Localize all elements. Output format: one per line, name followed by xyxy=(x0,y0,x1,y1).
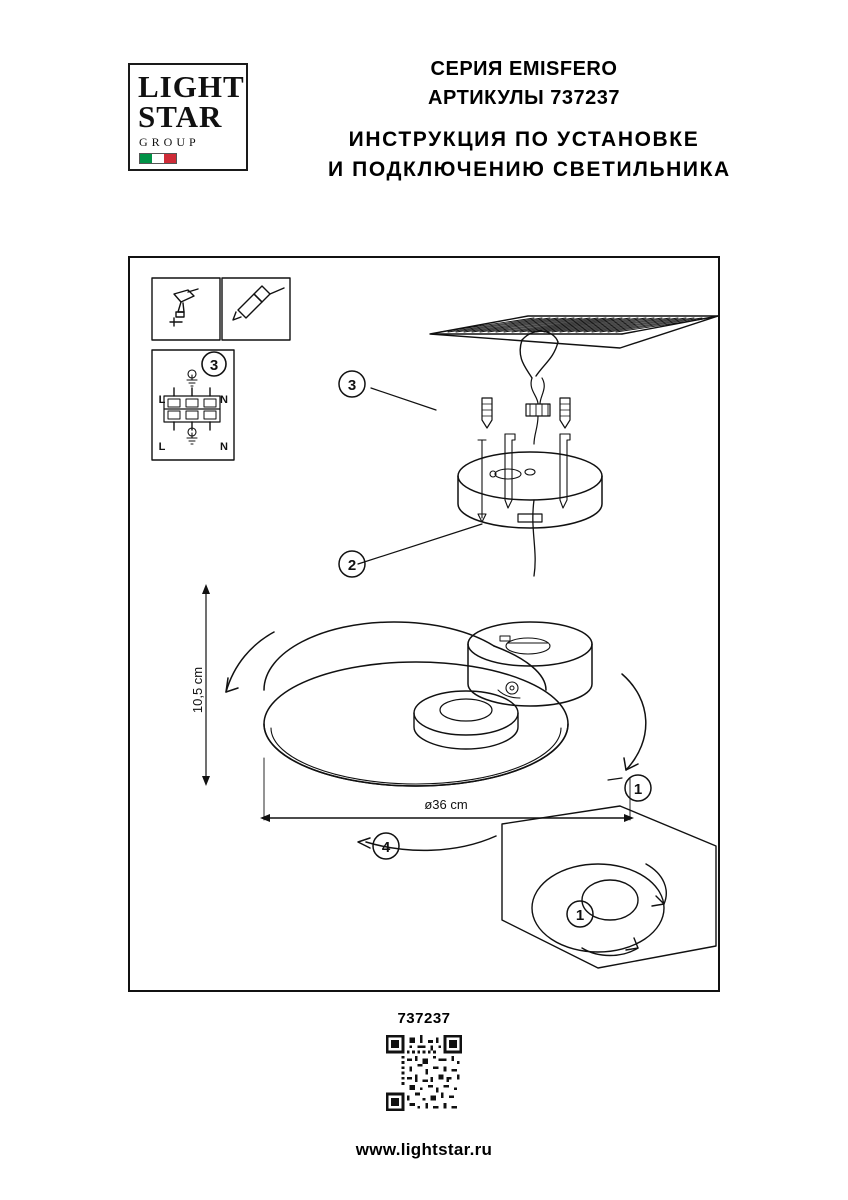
brand-logo xyxy=(128,63,248,171)
svg-text:1: 1 xyxy=(575,907,585,924)
diagram-frame xyxy=(128,256,720,992)
rotate-arrow-left xyxy=(226,632,274,692)
screwdriver-icon xyxy=(233,286,284,320)
svg-text:2: 2 xyxy=(347,557,357,574)
terminal-label-L-bottom: L xyxy=(158,441,166,453)
callout-circle-4 xyxy=(373,833,399,859)
detail-view xyxy=(502,806,716,968)
svg-text:4: 4 xyxy=(381,839,391,856)
drill-icon xyxy=(170,289,198,326)
diameter-dimension-label: ø36 cm xyxy=(424,797,468,812)
svg-text:1: 1 xyxy=(633,781,643,798)
page-header xyxy=(128,55,731,205)
svg-text:3: 3 xyxy=(347,377,357,394)
screw-thin-left xyxy=(478,440,486,522)
wire-connection xyxy=(526,378,550,444)
logo-line-group: GROUP xyxy=(139,135,200,149)
callout-circle-3 xyxy=(339,371,365,397)
led-module xyxy=(414,691,518,749)
page-footer xyxy=(0,1010,848,1111)
article-label: АРТИКУЛЫ 737237 xyxy=(428,87,620,109)
glass-shade xyxy=(264,622,568,786)
screw-left xyxy=(505,434,515,508)
callout-circle-1-main xyxy=(625,775,651,801)
logo-line-star: STAR xyxy=(138,99,223,134)
header-titles xyxy=(328,55,731,185)
terminal-label-L-top: L xyxy=(158,394,166,406)
qr-code xyxy=(386,1035,462,1111)
callout-circle-2 xyxy=(339,551,365,577)
instruction-title-line-2: И ПОДКЛЮЧЕНИЮ СВЕТИЛЬНИКА xyxy=(328,158,731,181)
installation-diagram xyxy=(130,258,718,990)
height-dimension-label: 10,5 cm xyxy=(190,666,205,714)
dowel-left xyxy=(482,398,492,428)
footer-article-code: 737237 xyxy=(397,1010,451,1027)
terminal-label-N-bottom: N xyxy=(220,441,228,453)
logo-line-light: LIGHT xyxy=(138,69,245,104)
instruction-title-line-1: ИНСТРУКЦИЯ ПО УСТАНОВКЕ xyxy=(348,128,700,151)
ceiling-surface xyxy=(430,316,718,378)
series-label: СЕРИЯ EMISFERO xyxy=(430,58,618,80)
website-url[interactable]: www.lightstar.ru xyxy=(355,1140,493,1159)
terminal-label-N-top: N xyxy=(220,394,228,406)
italy-flag-icon xyxy=(139,153,177,164)
dowel-right xyxy=(560,398,570,428)
callout-step-3-terminal: 3 xyxy=(209,357,219,374)
rotate-arrow-right xyxy=(622,674,646,770)
